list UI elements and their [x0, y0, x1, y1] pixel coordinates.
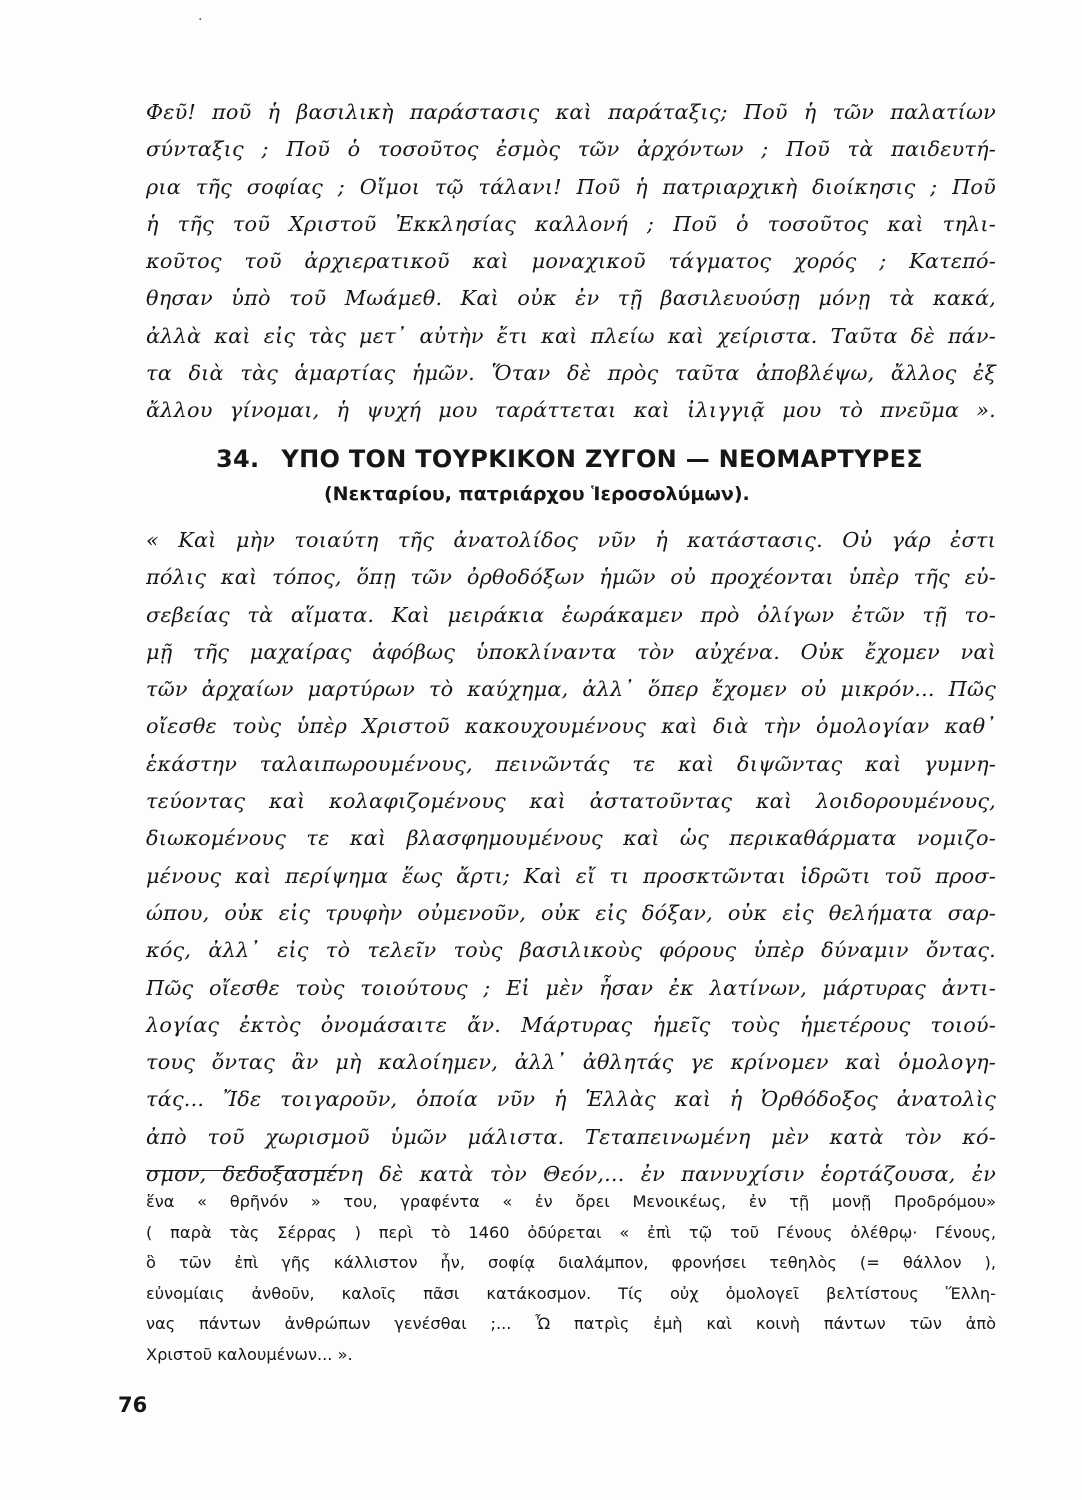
- intro-line: ἄλλου γίνομαι, ἡ ψυχή μου ταράττεται καὶ ἰλιγγιᾷ μου τὸ πνεῦμα ».: [146, 398, 996, 423]
- section-number: 34.: [216, 445, 260, 473]
- section-subtitle: (Νεκταρίου, πατριάρχου Ἱεροσολύμων).: [324, 483, 750, 505]
- quote-line: σεβείας τὰ αἵματα. Καὶ μειράκια ἑωράκαμεν πρὸ ὀλίγων ἐτῶν τῇ το-: [146, 602, 996, 627]
- quote-line: Πῶς οἴεσθε τοὺς τοιούτους ; Εἰ μὲν ἦσαν ἐκ λατίνων, μάρτυρας ἀντι-: [146, 975, 996, 1000]
- intro-line: θησαν ὑπὸ τοῦ Μωάμεθ. Καὶ οὐκ ἐν τῇ βασιλευούσῃ μόνῃ τὰ κακά,: [146, 286, 996, 311]
- footnote: [146, 1187, 996, 1370]
- quote-line: ἀπὸ τοῦ χωρισμοῦ ὑμῶν μάλιστα. Τεταπεινωμένη μὲν κατὰ τὸν κό-: [146, 1124, 996, 1149]
- quote-line: πόλις καὶ τόπος, ὅπῃ τῶν ὀρθοδόξων ἡμῶν οὐ προχέονται ὑπὲρ τῆς εὐ-: [146, 565, 996, 590]
- top-mark: .: [198, 8, 203, 24]
- quote-line: μένους καὶ περίψημα ἕως ἄρτι; Καὶ εἴ τι προσκτῶνται ἱδρῶτι τοῦ προσ-: [146, 863, 996, 888]
- quote-line: διωκομένους τε καὶ βλασφημουμένους καὶ ὡς περικαθάρματα νομιζο-: [146, 826, 996, 851]
- footnote-line: Χριστοῦ καλουμένων... ».: [146, 1344, 353, 1364]
- intro-line: κοῦτος τοῦ ἀρχιερατικοῦ καὶ μοναχικοῦ τάγματος χορός ; Κατεπό-: [146, 249, 996, 274]
- quote-line: κός, ἀλλ᾿ εἰς τὸ τελεῖν τοὺς βασιλικοὺς φόρους ὑπὲρ δύναμιν ὄντας.: [146, 938, 996, 963]
- intro-line: ἀλλὰ καὶ εἰς τὰς μετ᾿ αὐτὴν ἔτι καὶ πλείω καὶ χείριστα. Ταῦτα δὲ πάν-: [146, 323, 996, 348]
- section-title: ΥΠΟ ΤΟΝ ΤΟΥΡΚΙΚΟΝ ΖΥΓΟΝ — ΝΕΟΜΑΡΤΥΡΕΣ: [281, 445, 924, 473]
- intro-paragraph: [146, 94, 996, 430]
- page-number: 76: [118, 1393, 148, 1417]
- quote-paragraph: [146, 522, 996, 1193]
- quote-line: λογίας ἐκτὸς ὀνομάσαιτε ἄν. Μάρτυρας ἡμεῖς τοὺς ἡμετέρους τοιού-: [146, 1012, 996, 1037]
- quote-line: μῇ τῆς μαχαίρας ἀφόβως ὑποκλίναντα τὸν αὐχένα. Οὐκ ἔχομεν ναὶ: [146, 639, 996, 664]
- quote-line: σμον, δεδοξασμένη δὲ κατὰ τὸν Θεόν,... ἐν παννυχίσιν ἑορτάζουσα, ἐν: [146, 1162, 996, 1187]
- footnote-line: ( παρὰ τὰς Σέρρας ) περὶ τὸ 1460 ὀδύρεται « ἐπὶ τῷ τοῦ Γένους ὀλέθρῳ· Γένους,: [146, 1222, 996, 1242]
- footnote-line: εὐνομίαις ἀνθοῦν, καλοῖς πᾶσι κατάκοσμον. Τίς οὐχ ὁμολογεῖ βελτίστους Ἕλλη-: [146, 1283, 996, 1303]
- footnote-divider: [146, 1170, 346, 1171]
- intro-line: Φεῦ! ποῦ ἡ βασιλικὴ παράστασις καὶ παράταξις; Ποῦ ἡ τῶν παλατίων: [146, 100, 996, 124]
- quote-line: οἴεσθε τοὺς ὑπὲρ Χριστοῦ κακουχουμένους καὶ διὰ τὴν ὁμολογίαν καθ᾿: [146, 714, 996, 739]
- quote-line: τῶν ἀρχαίων μαρτύρων τὸ καύχημα, ἀλλ᾿ ὅπερ ἔχομεν οὐ μικρόν... Πῶς: [146, 677, 996, 702]
- intro-line: ἡ τῆς τοῦ Χριστοῦ Ἐκκλησίας καλλονή ; Ποῦ ὁ τοσοῦτος καὶ τηλι-: [146, 211, 996, 236]
- quote-line: τεύοντας καὶ κολαφιζομένους καὶ ἀστατοῦντας καὶ λοιδορουμένους,: [146, 789, 996, 814]
- footnote-line: ὃ τῶν ἐπὶ γῆς κάλλιστον ἦν, σοφίᾳ διαλάμπον, φρονήσει τεθηλὸς (= θάλλον ),: [146, 1253, 996, 1272]
- intro-line: σύνταξις ; Ποῦ ὁ τοσοῦτος ἐσμὸς τῶν ἀρχόντων ; Ποῦ τὰ παιδευτή-: [146, 137, 996, 162]
- quote-line: « Καὶ μὴν τοιαύτη τῆς ἀνατολίδος νῦν ἡ κατάστασις. Οὐ γάρ ἐστι: [146, 528, 996, 552]
- footnote-line: νας πάντων ἀνθρώπων γενέσθαι ;... Ὦ πατρὶς ἐμὴ καὶ κοινὴ πάντων τῶν ἀπὸ: [146, 1314, 996, 1333]
- quote-line: τάς... Ἴδε τοιγαροῦν, ὁποία νῦν ἡ Ἑλλὰς καὶ ἡ Ὀρθόδοξος ἀνατολὶς: [146, 1087, 996, 1112]
- quote-line: τους ὄντας ἂν μὴ καλοίημεν, ἀλλ᾿ ἀθλητάς γε κρίνομεν καὶ ὁμολογη-: [146, 1050, 996, 1075]
- quote-line: ἑκάστην ταλαιπωρουμένους, πεινῶντάς τε καὶ διψῶντας καὶ γυμνη-: [146, 751, 996, 776]
- footnote-line: ἕνα « θρῆνόν » του, γραφέντα « ἐν ὄρει Μενοικέως, ἐν τῇ μονῇ Προδρόμου»: [146, 1192, 996, 1211]
- intro-line: ρια τῆς σοφίας ; Οἴμοι τῷ τάλανι! Ποῦ ἡ πατριαρχικὴ διοίκησις ; Ποῦ: [146, 174, 996, 199]
- section-heading: [216, 445, 923, 473]
- quote-line: ώπου, οὐκ εἰς τρυφὴν οὐμενοῦν, οὐκ εἰς δόξαν, οὐκ εἰς θελήματα σαρ-: [146, 900, 996, 925]
- intro-line: τα διὰ τὰς ἁμαρτίας ἡμῶν. Ὅταν δὲ πρὸς ταῦτα ἀποβλέψω, ἄλλος ἐξ: [146, 361, 996, 386]
